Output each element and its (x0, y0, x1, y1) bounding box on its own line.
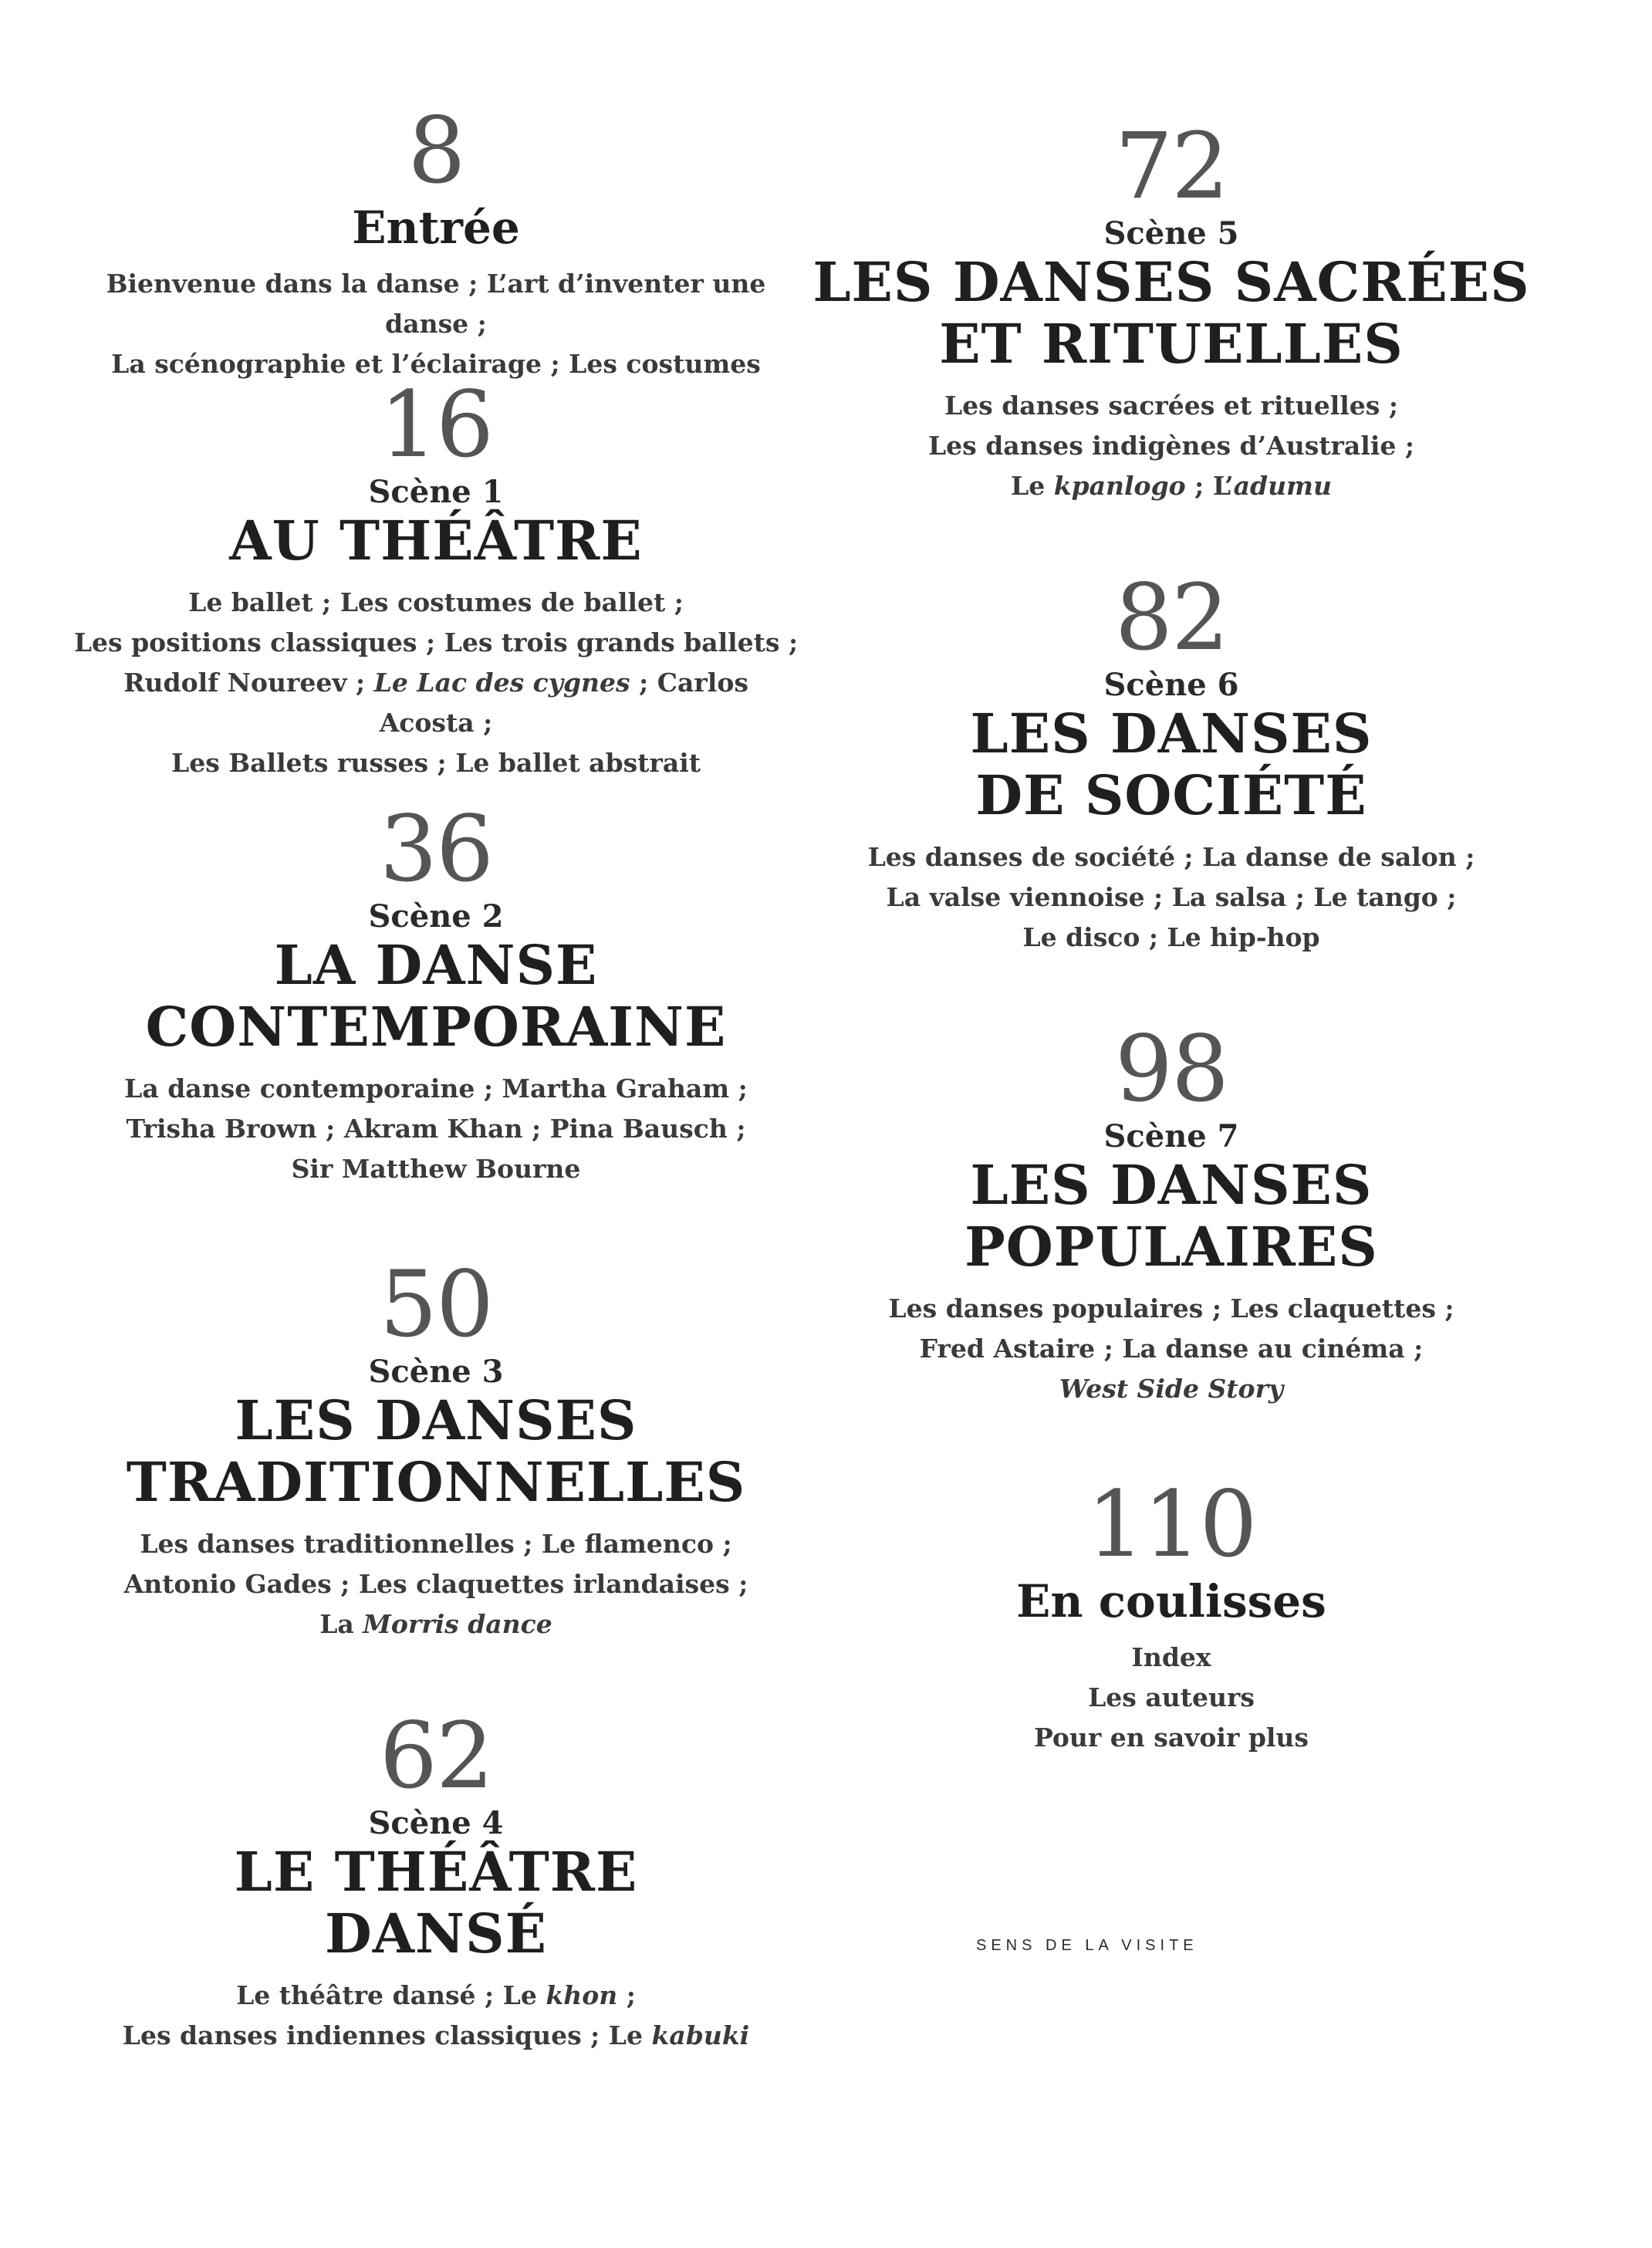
item-text: ; Carlos Acosta ; (379, 668, 748, 738)
visit-direction-label: SENS DE LA VISITE (976, 1937, 1198, 1954)
toc-item-line[interactable] (73, 1109, 799, 1149)
toc-item-line[interactable] (809, 837, 1534, 877)
section-title: DANSÉ (325, 1902, 547, 1966)
italic-title-text: kabuki (651, 2020, 750, 2050)
section-title: En coulisses (1016, 1575, 1326, 1628)
item-text: Le ballet ; Les costumes de ballet ; (188, 587, 684, 617)
toc-item-line[interactable] (73, 1069, 799, 1109)
page-number: 36 (379, 796, 493, 902)
toc-item-line[interactable] (809, 1369, 1534, 1409)
item-text: Les danses populaires ; Les claquettes ; (888, 1293, 1454, 1323)
page-number: 8 (407, 97, 465, 204)
toc-item-line[interactable] (809, 386, 1534, 426)
section-title: LES DANSES (970, 1153, 1373, 1217)
toc-section-scene-1[interactable] (73, 371, 799, 783)
item-text: Les danses indigènes d’Australie ; (927, 431, 1415, 461)
toc-section-scene-3[interactable] (73, 1251, 799, 1645)
item-text: La danse contemporaine ; Martha Graham ; (124, 1073, 748, 1104)
toc-section-entree[interactable] (73, 97, 799, 384)
toc-item-line[interactable] (809, 1329, 1534, 1369)
italic-title-text: adumu (1233, 471, 1332, 501)
scene-label: Scène 6 (1103, 667, 1239, 703)
item-text: La scénographie et l’éclairage ; Les costumes (111, 349, 761, 379)
toc-item-line[interactable] (73, 1604, 799, 1645)
page-number: 82 (1114, 564, 1228, 671)
toc-item-line[interactable] (73, 1976, 799, 2016)
section-items (809, 1638, 1534, 1758)
toc-section-scene-4[interactable] (73, 1702, 799, 2056)
section-items (73, 583, 799, 783)
toc-section-scene-2[interactable] (73, 796, 799, 1189)
toc-item-line[interactable] (73, 623, 799, 663)
item-text: Fred Astaire ; La danse au cinéma ; (919, 1334, 1424, 1364)
item-text: Les Ballets russes ; Le ballet abstrait (171, 748, 701, 778)
item-text: Rudolf Noureev ; (123, 668, 374, 698)
toc-section-scene-5[interactable] (809, 113, 1534, 506)
item-text: La (319, 1609, 363, 1639)
toc-item-line[interactable] (73, 583, 799, 623)
page-number: 110 (1086, 1471, 1256, 1577)
section-title: LES DANSES (970, 701, 1373, 766)
italic-title-text: West Side Story (1059, 1374, 1284, 1404)
section-title: LA DANSE (274, 933, 598, 997)
italic-title-text: khon (546, 1980, 618, 2010)
section-title: LES DANSES SACRÉES (812, 250, 1530, 314)
section-items (73, 1069, 799, 1189)
italic-title-text: Le Lac des cygnes (373, 668, 630, 698)
item-text: Les danses sacrées et rituelles ; (944, 390, 1399, 421)
page-number: 50 (379, 1251, 493, 1357)
item-text: Les positions classiques ; Les trois grands ballets ; (73, 627, 799, 657)
page-number: 72 (1114, 113, 1228, 219)
section-title: TRADITIONNELLES (126, 1450, 746, 1514)
page-number: 16 (379, 371, 493, 478)
item-text: Index (1131, 1642, 1211, 1672)
toc-item-line[interactable] (809, 1638, 1534, 1678)
item-text: Trisha Brown ; Akram Khan ; Pina Bausch ; (126, 1114, 746, 1144)
toc-item-line[interactable] (73, 743, 799, 783)
section-title: AU THÉÂTRE (229, 509, 643, 573)
toc-item-line[interactable] (809, 426, 1534, 466)
section-title: LE THÉÂTRE (234, 1840, 638, 1904)
item-text: Le (1011, 471, 1054, 501)
page-number: 98 (1114, 1016, 1228, 1122)
toc-item-line[interactable] (73, 2016, 799, 2056)
toc-item-line[interactable] (809, 1678, 1534, 1718)
section-items (73, 1524, 799, 1645)
italic-title-text: Morris dance (363, 1609, 552, 1639)
section-items (73, 1976, 799, 2056)
toc-item-line[interactable] (73, 1524, 799, 1564)
section-title: Entrée (352, 201, 520, 254)
section-items (809, 1289, 1534, 1409)
toc-item-line[interactable] (73, 264, 799, 344)
section-items (809, 386, 1534, 506)
item-text: Bienvenue dans la danse ; L’art d’inventer une danse ; (106, 269, 766, 339)
item-text: Le disco ; Le hip-hop (1022, 922, 1320, 952)
item-text: Pour en savoir plus (1033, 1722, 1309, 1753)
toc-section-scene-6[interactable] (809, 564, 1534, 958)
item-text: ; (617, 1980, 636, 2010)
item-text: Les danses de société ; La danse de salon ; (867, 842, 1475, 872)
section-items (73, 264, 799, 384)
item-text: Antonio Gades ; Les claquettes irlandaises ; (123, 1569, 748, 1599)
section-title: ET RITUELLES (939, 312, 1404, 376)
scene-label: Scène 4 (368, 1805, 504, 1841)
toc-section-en-coulisses[interactable] (809, 1471, 1534, 1758)
toc-item-line[interactable] (73, 1149, 799, 1189)
item-text: La valse viennoise ; La salsa ; Le tango ; (886, 882, 1457, 912)
item-text: Sir Matthew Bourne (291, 1154, 581, 1184)
item-text: Les auteurs (1088, 1682, 1255, 1712)
scene-label: Scène 1 (368, 474, 504, 510)
scene-label: Scène 5 (1103, 215, 1239, 252)
scene-label: Scène 3 (368, 1354, 504, 1390)
toc-item-line[interactable] (809, 466, 1534, 506)
page-number: 62 (379, 1702, 493, 1809)
toc-item-line[interactable] (73, 663, 799, 743)
italic-title-text: kpanlogo (1053, 471, 1186, 501)
section-items (809, 837, 1534, 958)
item-text: ; L’ (1185, 471, 1234, 501)
scene-label: Scène 7 (1103, 1118, 1239, 1154)
section-title: CONTEMPORAINE (145, 995, 727, 1059)
toc-section-scene-7[interactable] (809, 1016, 1534, 1409)
scene-label: Scène 2 (368, 898, 504, 935)
item-text: Le théâtre dansé ; Le (236, 1980, 546, 2010)
toc-item-line[interactable] (809, 877, 1534, 918)
section-title: LES DANSES (235, 1388, 637, 1452)
section-title: POPULAIRES (965, 1215, 1378, 1279)
item-text: Les danses indiennes classiques ; Le (122, 2020, 652, 2050)
toc-item-line[interactable] (809, 1718, 1534, 1758)
section-title: DE SOCIÉTÉ (975, 763, 1367, 827)
toc-item-line[interactable] (809, 1289, 1534, 1329)
toc-item-line[interactable] (809, 918, 1534, 958)
toc-item-line[interactable] (73, 1564, 799, 1604)
item-text: Les danses traditionnelles ; Le flamenco ; (140, 1529, 732, 1559)
